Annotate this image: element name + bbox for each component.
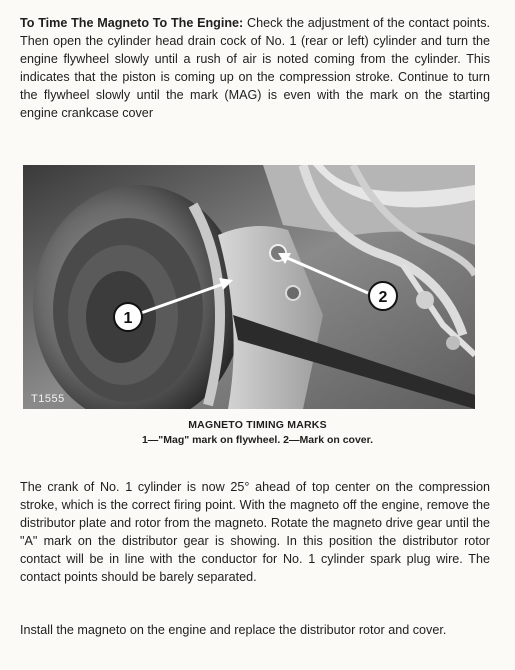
figure-caption-title: MAGNETO TIMING MARKS — [188, 419, 327, 431]
magneto-timing-photo — [23, 165, 475, 409]
callout-1 — [114, 303, 142, 331]
callout-1-label: 1 — [123, 310, 133, 327]
intro-paragraph — [20, 14, 490, 122]
intro-text: Check the adjustment of the contact points. Then open the cylinder head drain cock of No. 1 (rear or left) cylinder and turn the engine flywheel slowly until a rush of air is noted coming from the cylinder. This indicates that the piston is coming up on the compression stroke. Continue to turn the flywheel slowly until the mark (MAG) is even with the mark on the starting engine crankcase cover — [20, 16, 490, 120]
plate-code: T1555 — [31, 393, 65, 405]
callout-2-label: 2 — [378, 289, 388, 306]
engine-photo-illustration — [23, 165, 475, 409]
section-heading: To Time The Magneto To The Engine: — [20, 16, 244, 30]
callout-2 — [369, 282, 397, 310]
body-paragraph-1: The crank of No. 1 cylinder is now 25° ahead of top center on the compression stroke, which is the correct firing point. With the magneto off the engine, remove the distributor plate and rotor from the magneto. Rotate the magneto drive gear until the "A" mark on the distributor gear is showing. In this position the distributor rotor contact will be in line with the conductor for No. 1 cylinder spark plug wire. The contact points should be barely separated. — [20, 480, 490, 584]
body-paragraph-2: Install the magneto on the engine and replace the distributor rotor and cover. — [20, 623, 447, 637]
figure-caption-legend: 1—"Mag" mark on flywheel. 2—Mark on cover. — [141, 434, 374, 446]
